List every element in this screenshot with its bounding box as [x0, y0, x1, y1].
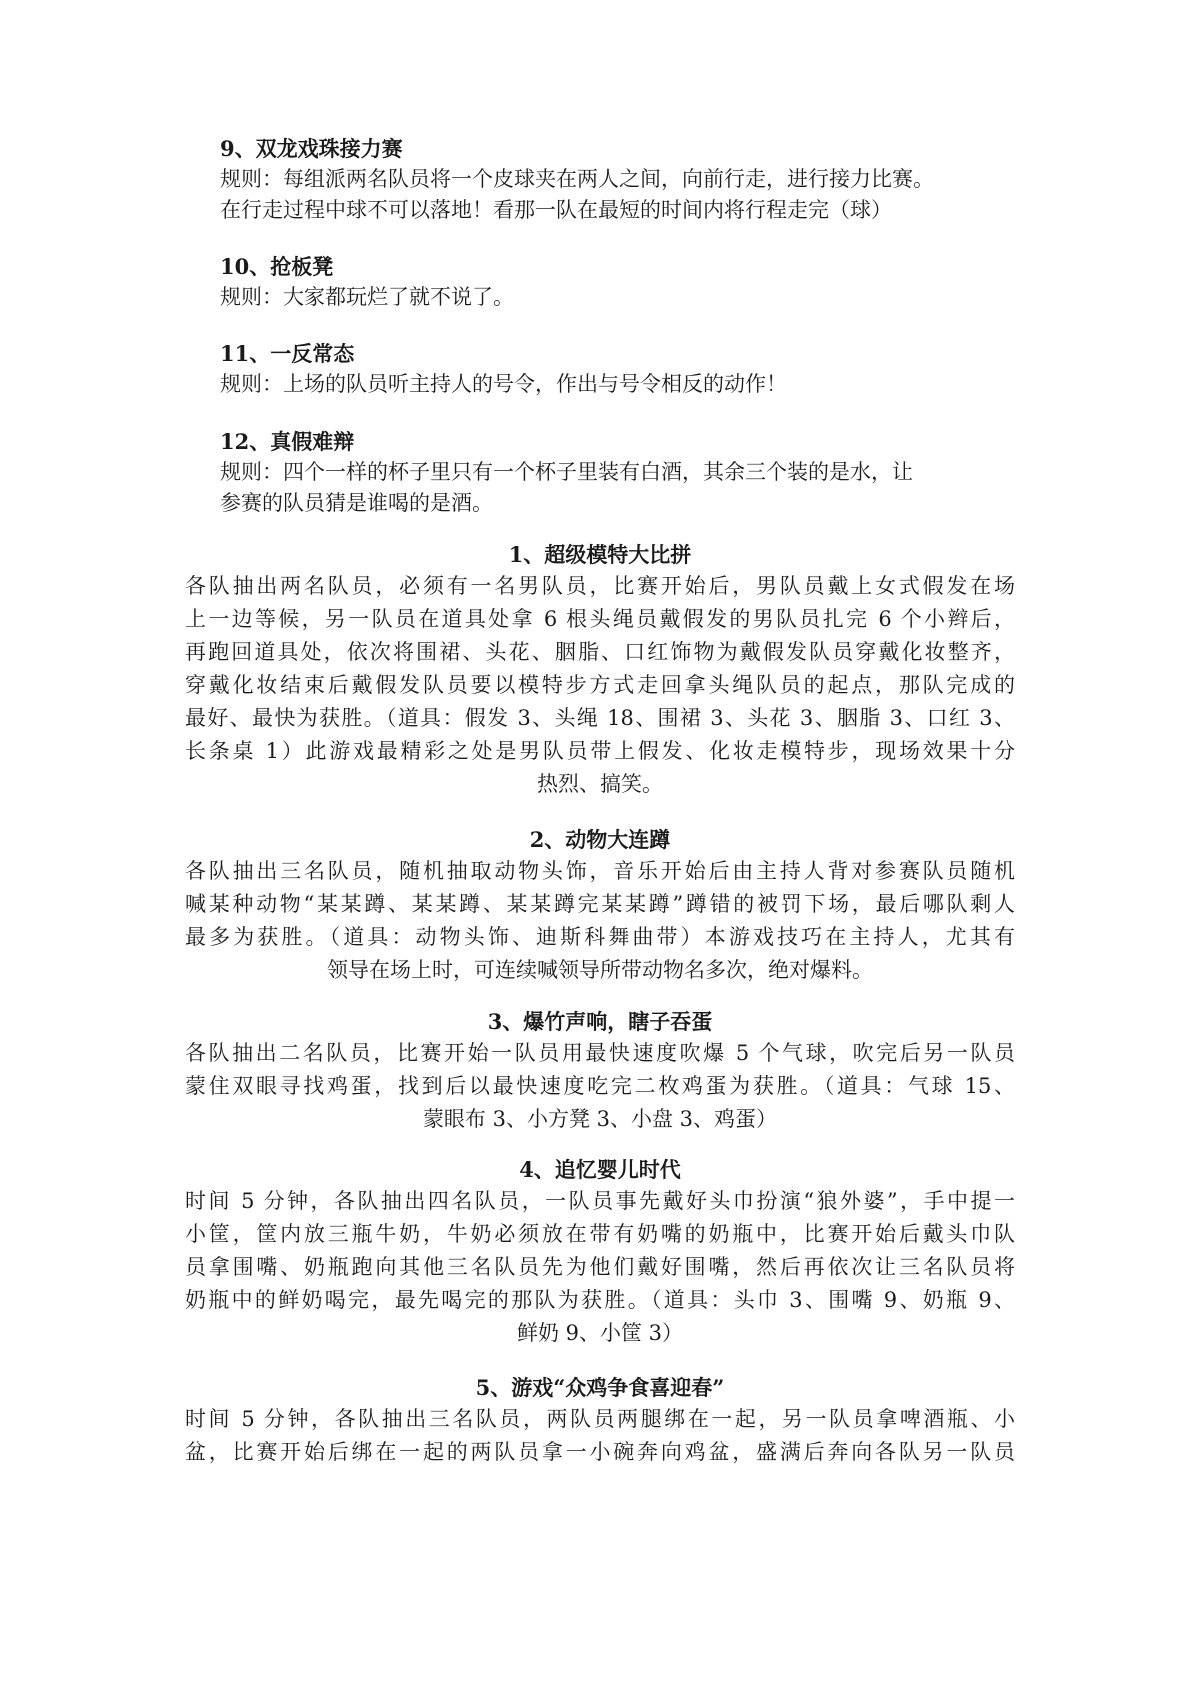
game-text: 穿戴化妆结束后戴假发队员要以模特步方式走回拿头绳队员的起点，那队完成的	[185, 673, 1015, 697]
rule-section-10	[220, 252, 1030, 313]
game-text: 蒙住双眼寻找鸡蛋，找到后以最快速度吃完二枚鸡蛋为获胜。（道具：气球 15、	[185, 1074, 1015, 1098]
game-section-1	[185, 540, 1015, 801]
game-text: 热烈、搞笑。	[537, 772, 663, 796]
game-title: 5、游戏“众鸡争食喜迎春”	[475, 1375, 725, 1400]
game-section-4	[185, 1155, 1015, 1350]
game-title: 2、动物大连蹲	[529, 827, 671, 852]
rule-text: 在行走过程中球不可以落地！看那一队在最短的时间内将行程走完（球）	[220, 198, 892, 222]
game-text: 各队抽出三名队员，随机抽取动物头饰，音乐开始后由主持人背对参赛队员随机	[185, 859, 1015, 883]
game-text: 员拿围嘴、奶瓶跑向其他三名队员先为他们戴好围嘴，然后再依次让三名队员将	[185, 1255, 1015, 1279]
game-text: 时间 5 分钟，各队抽出四名队员，一队员事先戴好头巾扮演“狼外婆”，手中提一	[185, 1189, 1015, 1213]
game-section-5	[185, 1373, 1015, 1469]
game-title: 4、追忆婴儿时代	[519, 1157, 681, 1182]
rule-text: 规则：大家都玩烂了就不说了。	[220, 285, 514, 309]
game-text: 领导在场上时，可连续喊领导所带动物名多次，绝对爆料。	[327, 958, 873, 982]
game-section-3	[185, 1007, 1015, 1136]
game-title: 1、超级模特大比拼	[508, 542, 692, 567]
game-text: 时间 5 分钟，各队抽出三名队员，两队员两腿绑在一起，另一队员拿啤酒瓶、小	[185, 1407, 1015, 1431]
game-text: 喊某种动物“某某蹲、某某蹲、某某蹲完某某蹲”蹲错的被罚下场，最后哪队剩人	[185, 892, 1015, 916]
game-text: 奶瓶中的鲜奶喝完，最先喝完的那队为获胜。（道具：头巾 3、围嘴 9、奶瓶 9、	[185, 1288, 1015, 1312]
game-text: 小筐，筐内放三瓶牛奶，牛奶必须放在带有奶嘴的奶瓶中，比赛开始后戴头巾队	[185, 1222, 1015, 1246]
rule-text: 规则：每组派两名队员将一个皮球夹在两人之间，向前行走，进行接力比赛。	[220, 167, 934, 191]
rule-title: 12、真假难辩	[220, 429, 355, 454]
game-title: 3、爆竹声响，瞎子吞蛋	[487, 1009, 713, 1034]
rule-text: 规则：四个一样的杯子里只有一个杯子里装有白酒，其余三个装的是水，让	[220, 460, 913, 484]
game-text: 最多为获胜。（道具：动物头饰、迪斯科舞曲带）本游戏技巧在主持人，尤其有	[185, 925, 1015, 949]
game-text: 蒙眼布 3、小方凳 3、小盘 3、鸡蛋）	[422, 1107, 778, 1131]
rule-title: 11、一反常态	[220, 341, 355, 366]
rule-section-12	[220, 427, 1030, 519]
rule-section-9	[220, 134, 1030, 226]
rule-text: 参赛的队员猜是谁喝的是酒。	[220, 491, 493, 515]
rule-title: 9、双龙戏珠接力赛	[220, 136, 403, 161]
game-section-2	[185, 825, 1015, 987]
game-text: 各队抽出两名队员，必须有一名男队员，比赛开始后，男队员戴上女式假发在场	[185, 574, 1015, 598]
game-text: 最好、最快为获胜。（道具：假发 3、头绳 18、围裙 3、头花 3、胭脂 3、口红 3、	[185, 706, 1015, 730]
game-text: 再跑回道具处，依次将围裙、头花、胭脂、口红饰物为戴假发队员穿戴化妆整齐，	[185, 640, 1015, 664]
rule-text: 规则：上场的队员听主持人的号令，作出与号令相反的动作！	[220, 372, 787, 396]
rule-section-11	[220, 339, 1030, 400]
game-text: 长条桌 1）此游戏最精彩之处是男队员带上假发、化妆走模特步，现场效果十分	[185, 739, 1015, 763]
game-text: 鲜奶 9、小筐 3）	[516, 1321, 684, 1345]
game-text: 盆，比赛开始后绑在一起的两队员拿一小碗奔向鸡盆，盛满后奔向各队另一队员	[185, 1440, 1015, 1464]
game-text: 各队抽出二名队员，比赛开始一队员用最快速度吹爆 5 个气球，吹完后另一队员	[185, 1041, 1015, 1065]
rule-title: 10、抢板凳	[220, 254, 334, 279]
game-text: 上一边等候，另一队员在道具处拿 6 根头绳员戴假发的男队员扎完 6 个小辫后，	[185, 607, 1015, 631]
